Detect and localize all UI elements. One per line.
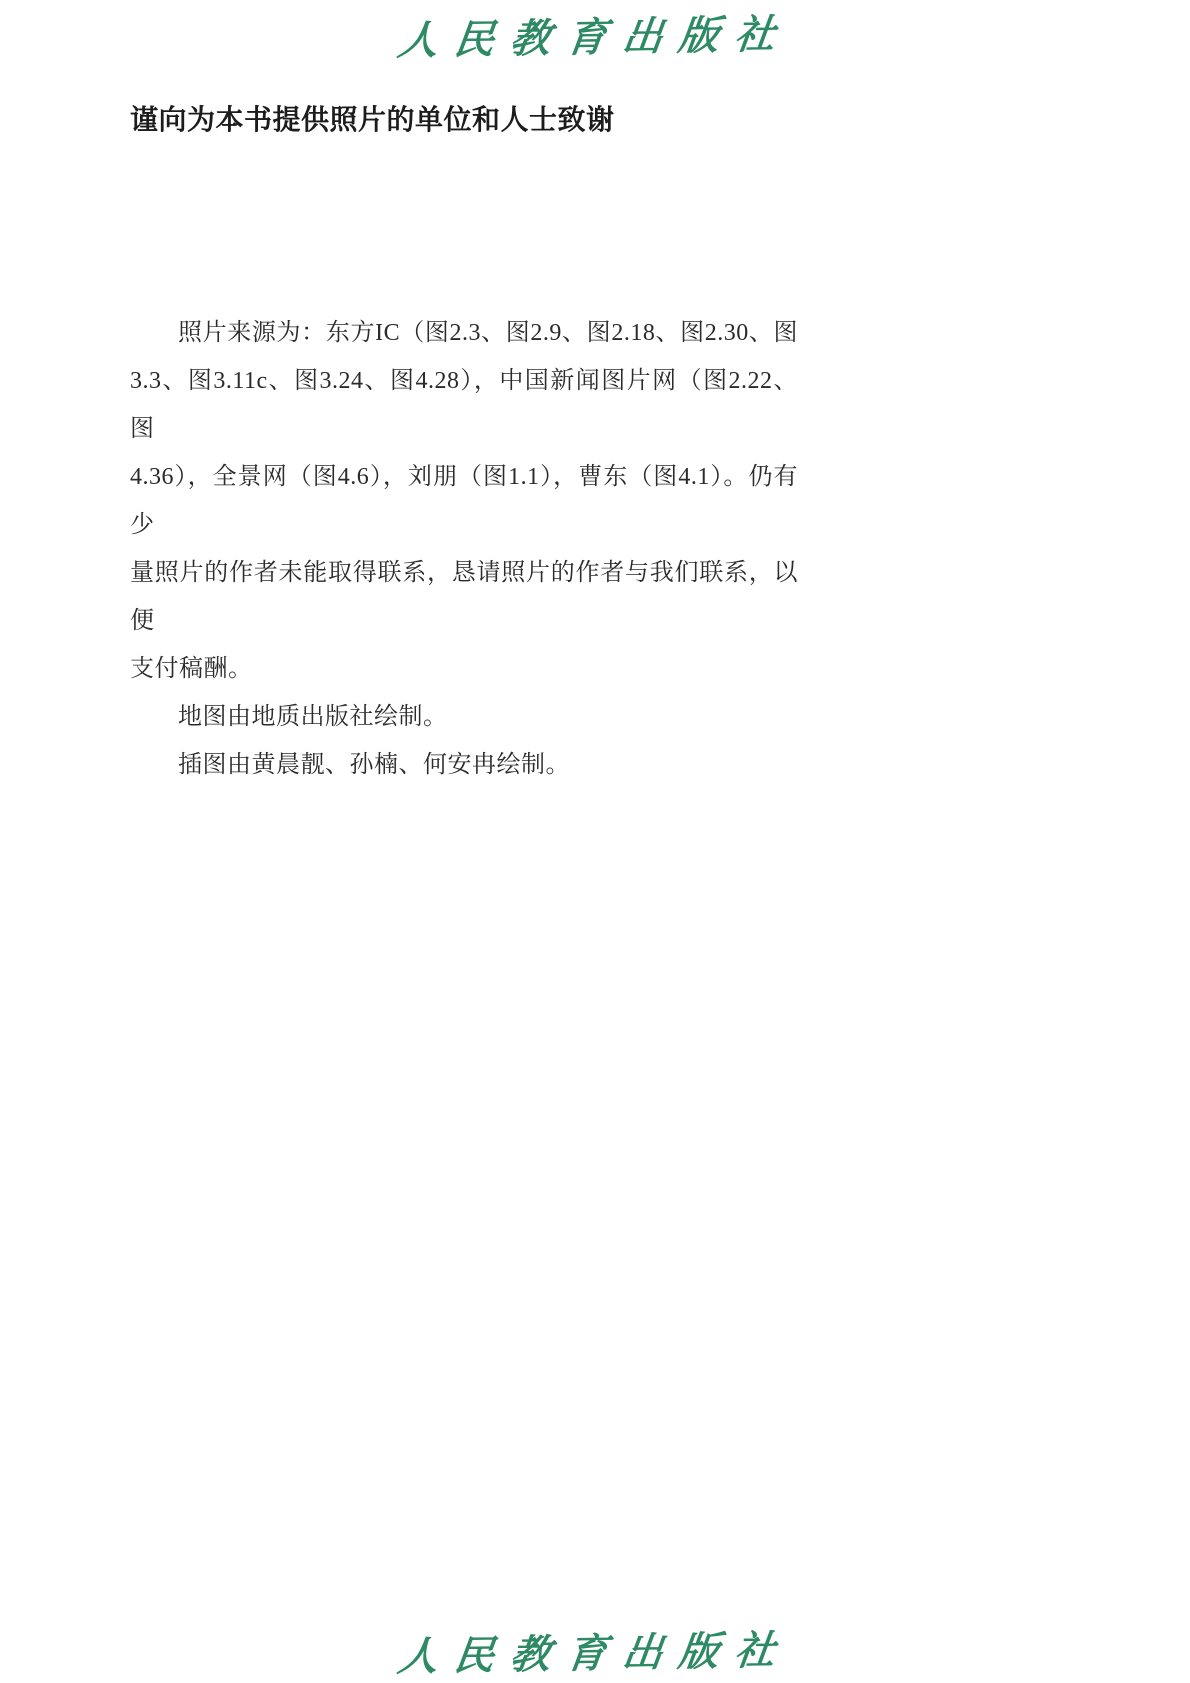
acknowledgement-body (130, 309, 798, 789)
page-title: 谨向为本书提供照片的单位和人士致谢 (130, 104, 615, 135)
paragraph1-line-1: 照片来源为：东方IC（图2.3、图2.9、图2.18、图2.30、图 (178, 320, 798, 346)
publisher-logo-top (0, 6, 1190, 63)
paragraph3: 插图由黄晨靓、孙楠、何安冉绘制。 (178, 752, 570, 778)
paragraph1-line-4: 量照片的作者未能取得联系，恳请照片的作者与我们联系，以便 (130, 560, 798, 634)
paragraph1-line-3: 4.36），全景网（图4.6），刘朋（图1.1），曹东（图4.1）。仍有少 (130, 464, 798, 538)
publisher-logo-bottom (0, 1622, 1190, 1679)
paragraph2: 地图由地质出版社绘制。 (178, 704, 448, 730)
publisher-logo-calligraphy: 人民教育出版社 (395, 1626, 794, 1681)
publisher-logo-calligraphy: 人民教育出版社 (395, 10, 794, 65)
paragraph1-line-5: 支付稿酬。 (130, 656, 253, 682)
paragraph1-line-2: 3.3、图3.11c、图3.24、图4.28），中国新闻图片网（图2.22、图 (130, 368, 798, 442)
